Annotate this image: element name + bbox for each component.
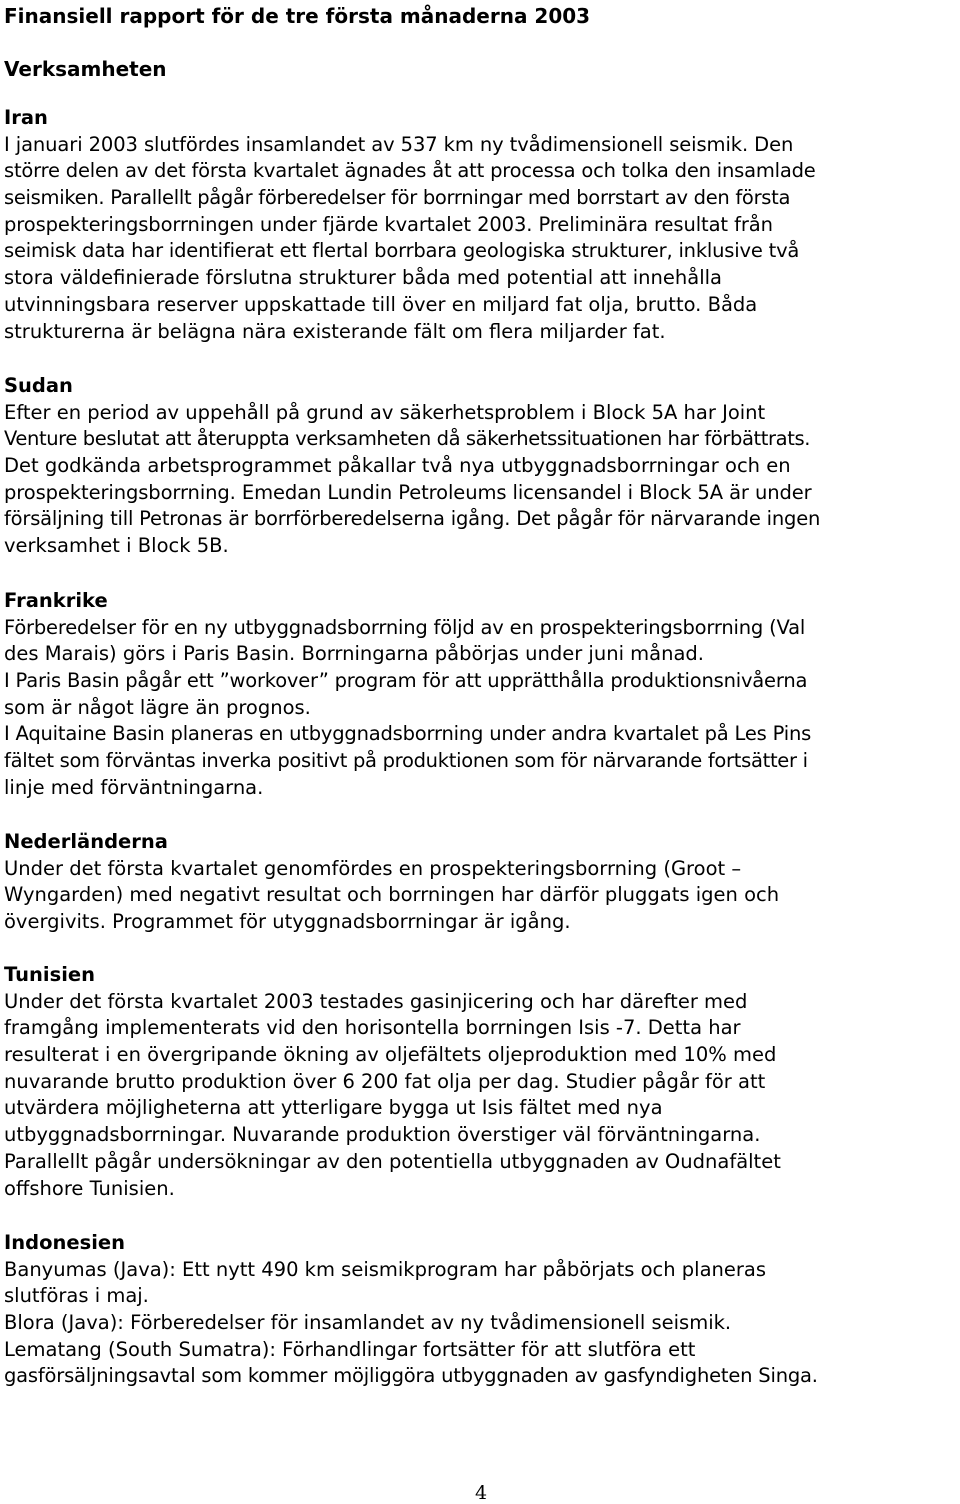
- paragraph-line: I januari 2003 slutfördes insamlandet av 537 km ny tvådimensionell seismik. Den: [4, 132, 794, 156]
- section-tunisien: [4, 962, 781, 1202]
- paragraph-line: Lematang (South Sumatra): Förhandlingar fortsätter för att slutföra ett: [4, 1337, 696, 1361]
- paragraph-line: Efter en period av uppehåll på grund av säkerhetsproblem i Block 5A har Joint: [4, 400, 766, 424]
- paragraph-line: nuvarande brutto produktion över 6 200 fat olja per dag. Studier pågår för att: [4, 1069, 766, 1093]
- paragraph-line: Wyngarden) med negativt resultat och borrningen har därför pluggats igen och: [4, 883, 780, 907]
- paragraph-line: Under det första kvartalet 2003 testades gasinjicering och har därefter med: [4, 989, 748, 1013]
- section-iran: [4, 105, 816, 345]
- section-sudan: [4, 373, 820, 560]
- paragraph-line: utvinningsbara reserver uppskattade till över en miljard fat olja, brutto. Båda: [4, 292, 758, 316]
- paragraph-line: verksamhet i Block 5B.: [4, 534, 229, 558]
- section-nederlanderna: [4, 829, 779, 936]
- paragraph-line: stora väldefinierade förslutna strukturer båda med potential att innehålla: [4, 266, 722, 290]
- paragraph-line: I Paris Basin pågår ett ”workover” program för att upprätthålla produktionsnivåerna: [4, 669, 808, 693]
- section-heading: Nederländerna: [4, 830, 168, 853]
- paragraph-line: Venture beslutat att återuppta verksamheten då säkerhetssituationen har förbättrats.: [4, 427, 811, 451]
- section-heading: Iran: [4, 106, 48, 129]
- section-indonesien: [4, 1230, 818, 1390]
- paragraph-line: övergivits. Programmet för utyggnadsborrningar är igång.: [4, 910, 571, 934]
- paragraph-line: utvärdera möjligheterna att ytterligare bygga ut Isis fältet med nya: [4, 1096, 663, 1120]
- section-heading: Indonesien: [4, 1231, 125, 1254]
- paragraph-line: des Marais) görs i Paris Basin. Borrningarna påbörjas under juni månad.: [4, 642, 705, 666]
- paragraph-line: I Aquitaine Basin planeras en utbyggnadsborrning under andra kvartalet på Les Pins: [4, 722, 812, 746]
- paragraph-line: strukturerna är belägna nära existerande fält om flera miljarder fat.: [4, 319, 666, 343]
- paragraph-line: seismiken. Parallellt pågår förberedelser för borrningar med borrstart av den första: [4, 186, 791, 210]
- paragraph-line: försäljning till Petronas är borrförberedelserna igång. Det pågår för närvarande ingen: [4, 507, 821, 531]
- section-frankrike: [4, 588, 811, 802]
- paragraph-line: fältet som förväntas inverka positivt på produktionen som för närvarande fortsätter i: [4, 749, 808, 773]
- paragraph-line: linje med förväntningarna.: [4, 775, 264, 799]
- paragraph-line: Parallellt pågår undersökningar av den potentiella utbyggnaden av Oudnafältet: [4, 1149, 781, 1173]
- paragraph-line: gasförsäljningsavtal som kommer möjliggöra utbyggnaden av gasfyndigheten Singa.: [4, 1364, 818, 1388]
- document-title: Finansiell rapport för de tre första månaderna 2003: [4, 4, 591, 28]
- paragraph-line: prospekteringsborrning. Emedan Lundin Petroleums licensandel i Block 5A är under: [4, 480, 812, 504]
- paragraph-line: seimisk data har identifierat ett flertal borrbara geologiska strukturer, inklusive två: [4, 239, 800, 263]
- section-heading: Frankrike: [4, 589, 108, 612]
- section-title: Verksamheten: [4, 57, 167, 81]
- paragraph-line: slutföras i maj.: [4, 1284, 149, 1308]
- section-heading: Sudan: [4, 374, 73, 397]
- paragraph-line: som är något lägre än prognos.: [4, 695, 311, 719]
- paragraph-line: resulterat i en övergripande ökning av oljefältets oljeproduktion med 10% med: [4, 1043, 777, 1067]
- page-number: 4: [475, 1482, 488, 1504]
- paragraph-line: större delen av det första kvartalet ägnades åt att processa och tolka den insamlade: [4, 159, 816, 183]
- paragraph-line: Banyumas (Java): Ett nytt 490 km seismikprogram har påbörjats och planeras: [4, 1257, 767, 1281]
- paragraph-line: Blora (Java): Förberedelser för insamlandet av ny tvådimensionell seismik.: [4, 1311, 732, 1335]
- paragraph-line: Under det första kvartalet genomfördes en prospekteringsborrning (Groot –: [4, 856, 742, 880]
- paragraph-line: Det godkända arbetsprogrammet påkallar två nya utbyggnadsborrningar och en: [4, 454, 791, 478]
- section-heading: Tunisien: [4, 963, 96, 986]
- paragraph-line: prospekteringsborrningen under fjärde kvartalet 2003. Preliminära resultat från: [4, 212, 773, 236]
- paragraph-line: offshore Tunisien.: [4, 1176, 175, 1200]
- paragraph-line: Förberedelser för en ny utbyggnadsborrning följd av en prospekteringsborrning (Val: [4, 615, 806, 639]
- paragraph-line: utbyggnadsborrningar. Nuvarande produktion överstiger väl förväntningarna.: [4, 1123, 761, 1147]
- paragraph-line: framgång implementerats vid den horisontella borrningen Isis -7. Detta har: [4, 1016, 741, 1040]
